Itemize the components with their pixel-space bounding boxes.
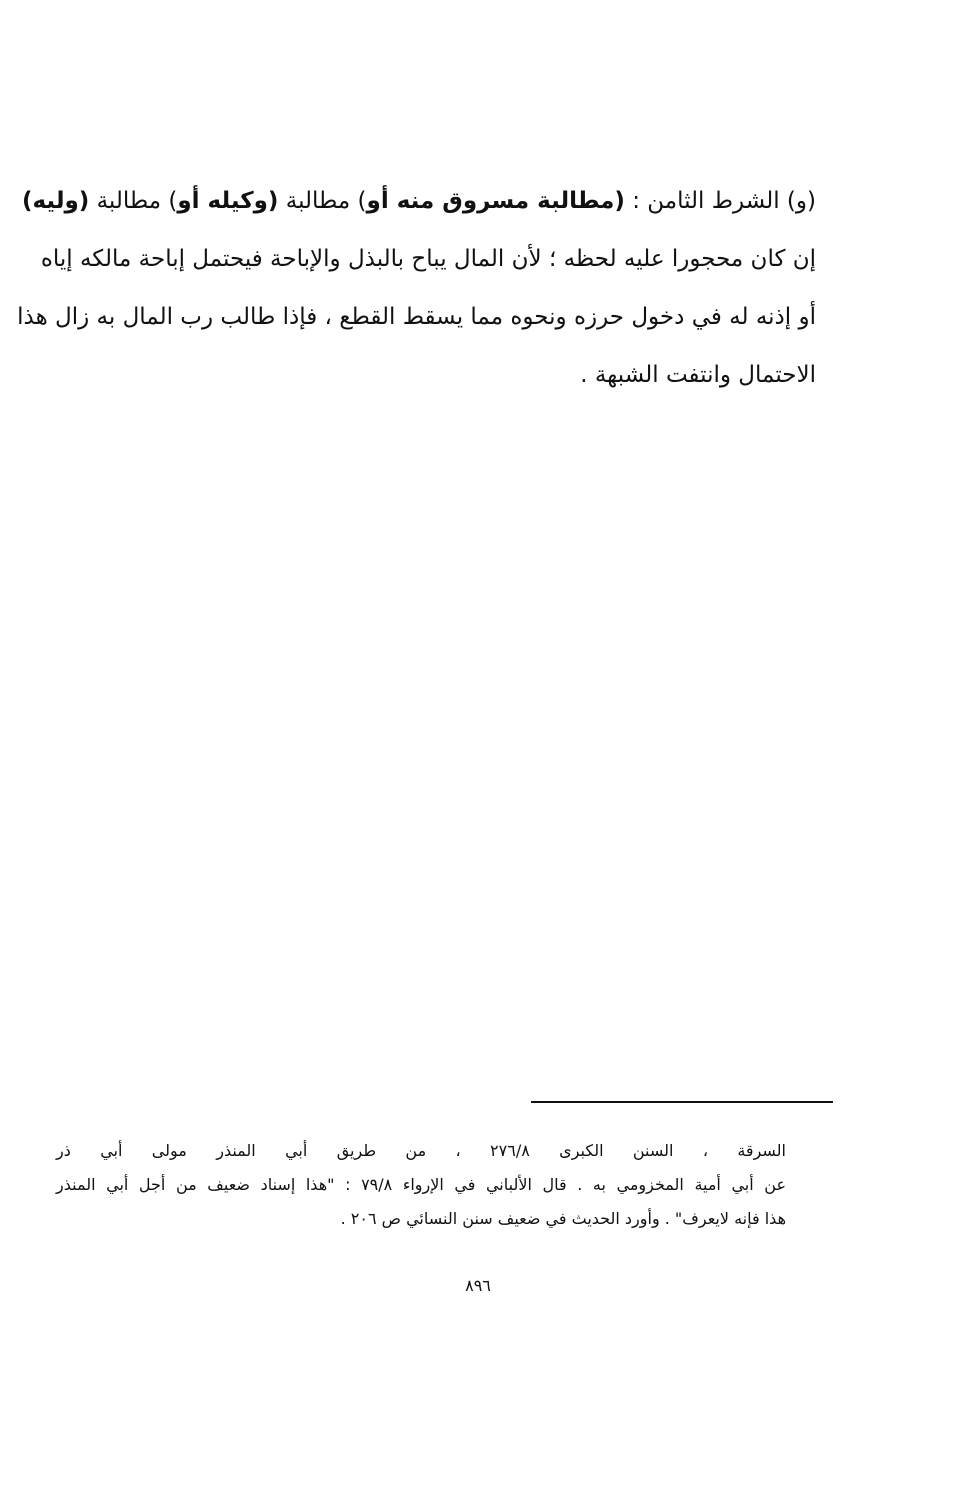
page-number: ٨٩٦ [465,1276,491,1295]
text-segment: ) مطالبة [278,188,367,214]
footnote-separator [531,1101,833,1103]
footnote-line-1: السرقة ، السنن الكبرى ٢٧٦/٨ ، من طريق أبي المنذر مولى أبي ذر [56,1141,786,1160]
text-line-3: أو إذنه له في دخول حرزه ونحوه مما يسقط القطع ، فإذا طالب رب المال به زال هذا [17,304,816,330]
bold-segment: (وليه) [21,188,90,214]
main-paragraph [17,172,816,404]
bold-segment: (وكيله أو [177,188,279,214]
bold-segment: (مطالبة مسروق منه أو [366,188,625,214]
footnote-line-3: هذا فإنه لايعرف" . وأورد الحديث في ضعيف سنن النسائي ص ٢٠٦ . [340,1209,786,1228]
text-line-4: الاحتمال وانتفت الشبهة . [580,362,816,388]
text-segment: ) مطالبة [89,188,178,214]
footnote-block [56,1134,786,1236]
text-line-2: إن كان محجورا عليه لحظه ؛ لأن المال يباح بالبذل والإباحة فيحتمل إباحة مالكه إياه [40,246,816,272]
text-segment: (و) الشرط الثامن : [624,188,816,214]
text-line-1 [21,172,816,230]
footnote-line-2: عن أبي أمية المخزومي به . قال الألباني في الإرواء ٧٩/٨ : "هذا إسناد ضعيف من أجل أبي المنذر [56,1175,787,1194]
